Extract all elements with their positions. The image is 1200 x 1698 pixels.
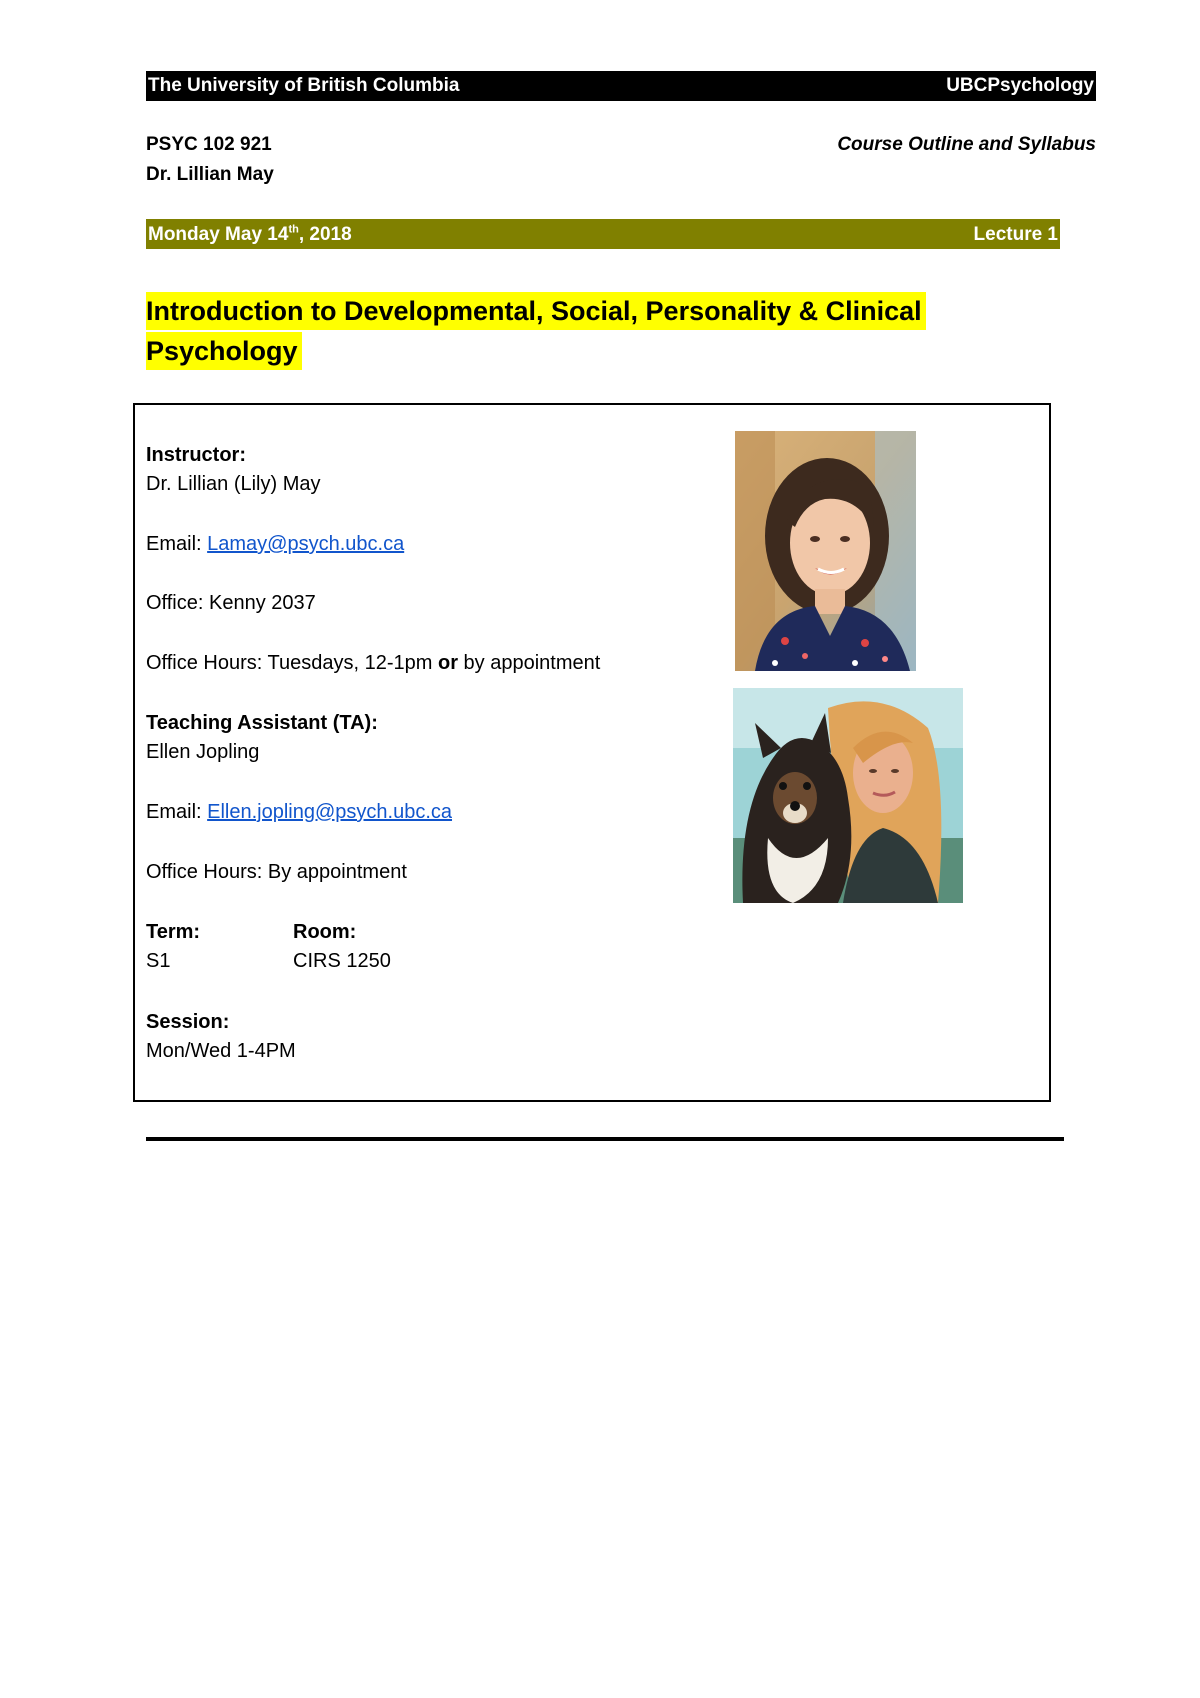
ta-office-hours-value: By appointment xyxy=(267,861,407,883)
department-name: UBCPsychology xyxy=(946,75,1094,96)
instructor-email-link[interactable]: Lamay@psych.ubc.ca xyxy=(207,533,405,555)
office-hours-value-a: Tuesdays, 12-1pm xyxy=(267,652,438,674)
office-hours-value-b: by appointment xyxy=(458,652,601,674)
ta-name: Ellen Jopling xyxy=(146,741,260,763)
course-title-line-1: Introduction to Developmental, Social, Personality & Clinical xyxy=(146,292,926,330)
course-title-line-2: Psychology xyxy=(146,332,302,370)
office-hours-label: Office Hours: xyxy=(146,652,268,674)
course-code: PSYC 102 921 xyxy=(146,134,272,155)
term-label: Term: xyxy=(146,921,201,943)
lecture-date-bar xyxy=(146,219,1060,249)
ta-photo xyxy=(733,688,963,903)
room-value: CIRS 1250 xyxy=(293,950,391,972)
office-value: Kenny 2037 xyxy=(209,592,316,614)
ta-email-link[interactable]: Ellen.jopling@psych.ubc.ca xyxy=(207,801,453,823)
lecture-date: Monday May 14th, 2018 xyxy=(148,223,352,245)
instructor-label: Instructor: xyxy=(146,444,246,466)
session-label: Session: xyxy=(146,1011,230,1033)
instructor-photo xyxy=(735,431,916,671)
ta-email-label: Email: xyxy=(146,801,208,823)
instructor-short-name: Dr. Lillian May xyxy=(146,164,274,185)
horizontal-rule xyxy=(146,1137,1064,1141)
room-label: Room: xyxy=(293,921,357,943)
header-bar xyxy=(146,71,1096,101)
office-hours-row xyxy=(146,649,600,678)
ta-email-row xyxy=(146,798,452,827)
course-outline-label: Course Outline and Syllabus xyxy=(837,134,1096,155)
university-name: The University of British Columbia xyxy=(148,75,460,96)
session-value: Mon/Wed 1-4PM xyxy=(146,1040,296,1062)
instructor-email-row xyxy=(146,530,404,559)
ta-label: Teaching Assistant (TA): xyxy=(146,712,378,734)
ta-office-hours-row xyxy=(146,858,407,887)
office-label: Office: xyxy=(146,592,209,614)
office-row xyxy=(146,589,316,618)
lecture-number: Lecture 1 xyxy=(973,224,1058,245)
email-label: Email: xyxy=(146,533,208,555)
office-hours-or: or xyxy=(438,652,458,674)
ta-office-hours-label: Office Hours: xyxy=(146,861,268,883)
instructor-name: Dr. Lillian (Lily) May xyxy=(146,473,321,495)
term-value: S1 xyxy=(146,950,171,972)
